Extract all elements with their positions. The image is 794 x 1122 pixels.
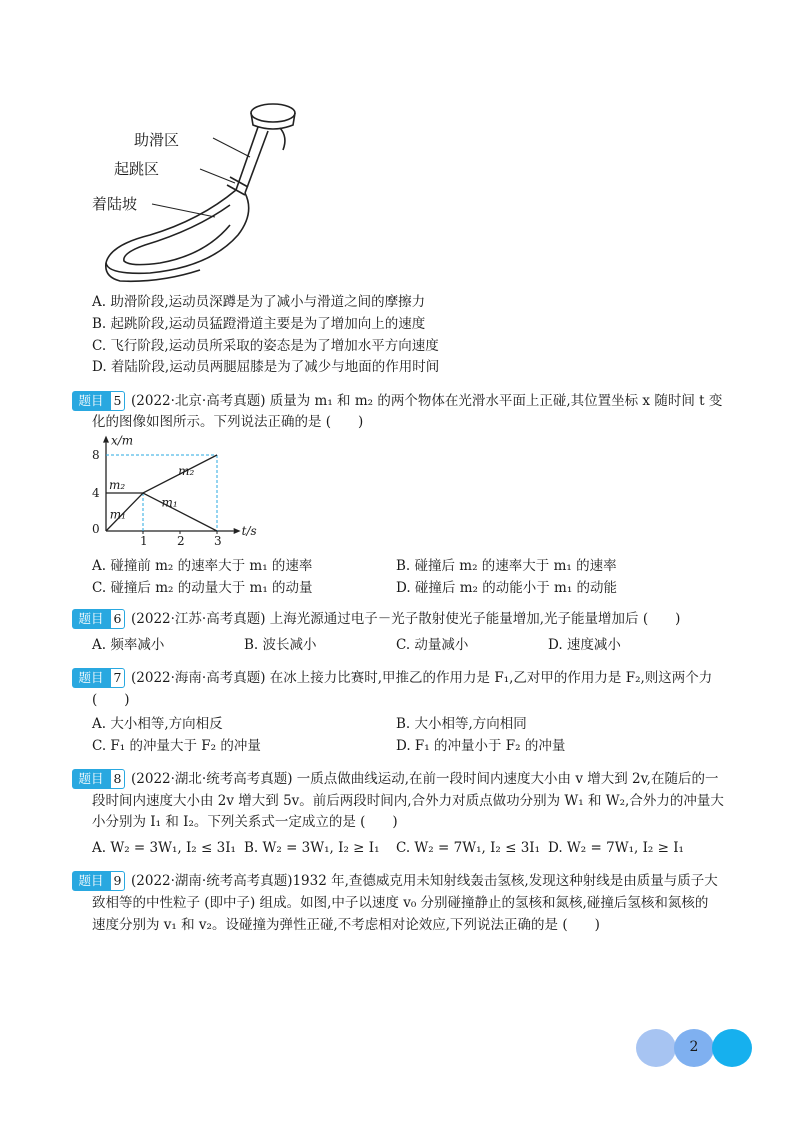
label-qitiao: 起跳区 bbox=[114, 160, 160, 178]
q5-badge bbox=[72, 391, 122, 411]
q5-option-d: D. 碰撞后 m₂ 的动能小于 m₁ 的动能 bbox=[396, 580, 618, 596]
q7-badge-tag: 题目 bbox=[72, 668, 110, 688]
page-indicator bbox=[636, 1027, 752, 1069]
label-m1-after: m₁ bbox=[161, 495, 178, 510]
q8-option-a: A. W₂ = 3W₁, I₂ ≤ 3I₁ bbox=[92, 840, 236, 856]
q5-stem-line2: 化的图像如图所示。下列说法正确的是 ( ) bbox=[92, 414, 364, 430]
q5-option-a: A. 碰撞前 m₂ 的速率大于 m₁ 的速率 bbox=[92, 558, 313, 574]
x-axis-label: t/s bbox=[241, 524, 257, 538]
y-tick-label: 8 bbox=[92, 448, 100, 462]
q9-badge bbox=[72, 871, 122, 891]
q5-option-b: B. 碰撞后 m₂ 的速率大于 m₁ 的速率 bbox=[396, 558, 617, 574]
label-zhuhua: 助滑区 bbox=[134, 131, 180, 149]
q6-badge-num: 6 bbox=[110, 609, 125, 629]
q6-option-c: C. 动量减小 bbox=[396, 637, 469, 653]
q9-stem-line3: 速度分别为 v₁ 和 v₂。设碰撞为弹性正碰,不考虑相对论效应,下列说法正确的是 ( ) bbox=[92, 917, 600, 933]
q8-badge bbox=[72, 769, 122, 789]
q4-option-a: A. 助滑阶段,运动员深蹲是为了减小与滑道之间的摩擦力 bbox=[92, 294, 426, 310]
q7-option-a: A. 大小相等,方向相反 bbox=[92, 716, 223, 732]
q9-badge-tag: 题目 bbox=[72, 871, 110, 891]
q8-badge-tag: 题目 bbox=[72, 769, 110, 789]
label-m2-before: m₂ bbox=[108, 478, 126, 492]
pager-dot-left bbox=[636, 1029, 676, 1067]
q4-option-b: B. 起跳阶段,运动员猛蹬滑道主要是为了增加向上的速度 bbox=[92, 316, 426, 332]
ski-jump-figure bbox=[90, 95, 310, 290]
q6-badge bbox=[72, 609, 122, 629]
q6-option-b: B. 波长减小 bbox=[244, 637, 317, 653]
xt-chart-svg bbox=[86, 432, 286, 552]
q5-badge-num: 5 bbox=[110, 391, 125, 411]
xt-chart bbox=[86, 432, 286, 552]
q7-option-d: D. F₁ 的冲量小于 F₂ 的冲量 bbox=[396, 738, 566, 754]
q5-option-c: C. 碰撞后 m₂ 的动量大于 m₁ 的动量 bbox=[92, 580, 313, 596]
q8-option-c: C. W₂ = 7W₁, I₂ ≤ 3I₁ bbox=[396, 840, 541, 856]
q8-stem-line1: (2022·湖北·统考高考真题) 一质点做曲线运动,在前一段时间内速度大小由 v 增大到 2v,在随后的一 bbox=[131, 771, 719, 787]
label-zhuolu: 着陆坡 bbox=[92, 195, 138, 213]
q8-option-d: D. W₂ = 7W₁, I₂ ≥ I₁ bbox=[548, 840, 684, 856]
q7-option-c: C. F₁ 的冲量大于 F₂ 的冲量 bbox=[92, 738, 261, 754]
q7-stem-line1: (2022·海南·高考真题) 在冰上接力比赛时,甲推乙的作用力是 F₁,乙对甲的作用力是 F₂,则这两个力 bbox=[131, 670, 713, 686]
q6-badge-tag: 题目 bbox=[72, 609, 110, 629]
x-tick-label: 3 bbox=[214, 534, 222, 548]
q4-option-d: D. 着陆阶段,运动员两腿屈膝是为了减少与地面的作用时间 bbox=[92, 359, 440, 375]
q7-option-b: B. 大小相等,方向相同 bbox=[396, 716, 527, 732]
label-m1-before: m₁ bbox=[109, 507, 126, 522]
y-tick-label: 4 bbox=[92, 486, 100, 500]
q5-badge-tag: 题目 bbox=[72, 391, 110, 411]
label-m2-after: m₂ bbox=[178, 463, 195, 478]
q9-stem-line2: 致相等的中性粒子 (即中子) 组成。如图,中子以速度 v₀ 分别碰撞静止的氢核和氮核,碰撞后氢核和氮核的 bbox=[92, 895, 709, 911]
q5-stem-line1: (2022·北京·高考真题) 质量为 m₁ 和 m₂ 的两个物体在光滑水平面上正碰,其位置坐标 x 随时间 t 变 bbox=[131, 393, 723, 409]
pager-dot-right bbox=[712, 1029, 752, 1067]
y-axis-label: x/m bbox=[111, 433, 134, 448]
page-number: 2 bbox=[689, 1039, 699, 1055]
q6-stem-line1: (2022·江苏·高考真题) 上海光源通过电子－光子散射使光子能量增加,光子能量增加后 ( ) bbox=[131, 611, 681, 627]
q7-badge-num: 7 bbox=[110, 668, 125, 688]
q6-option-d: D. 速度减小 bbox=[548, 637, 621, 653]
q9-stem-line1: (2022·湖南·统考高考真题)1932 年,查德威克用未知射线轰击氢核,发现这种射线是由质量与质子大 bbox=[131, 873, 718, 889]
q8-badge-num: 8 bbox=[110, 769, 125, 789]
q7-stem-line2: ( ) bbox=[92, 692, 130, 708]
q8-stem-line3: 小分别为 I₁ 和 I₂。下列关系式一定成立的是 ( ) bbox=[92, 814, 398, 830]
x-axis-arrow bbox=[234, 528, 241, 534]
x-tick-label: 2 bbox=[177, 534, 185, 548]
q9-badge-num: 9 bbox=[110, 871, 125, 891]
q7-badge bbox=[72, 668, 122, 688]
y-tick-label: 0 bbox=[92, 522, 100, 536]
q4-option-c: C. 飞行阶段,运动员所采取的姿态是为了增加水平方向速度 bbox=[92, 338, 439, 354]
x-tick-label: 1 bbox=[140, 534, 148, 548]
q8-option-b: B. W₂ = 3W₁, I₂ ≥ I₁ bbox=[244, 840, 380, 856]
q8-stem-line2: 段时间内速度大小由 2v 增大到 5v。前后两段时间内,合外力对质点做功分别为 W₁ 和 W₂,合外力的冲量大 bbox=[92, 793, 724, 809]
y-axis-arrow bbox=[103, 436, 109, 443]
q6-option-a: A. 频率减小 bbox=[92, 637, 165, 653]
